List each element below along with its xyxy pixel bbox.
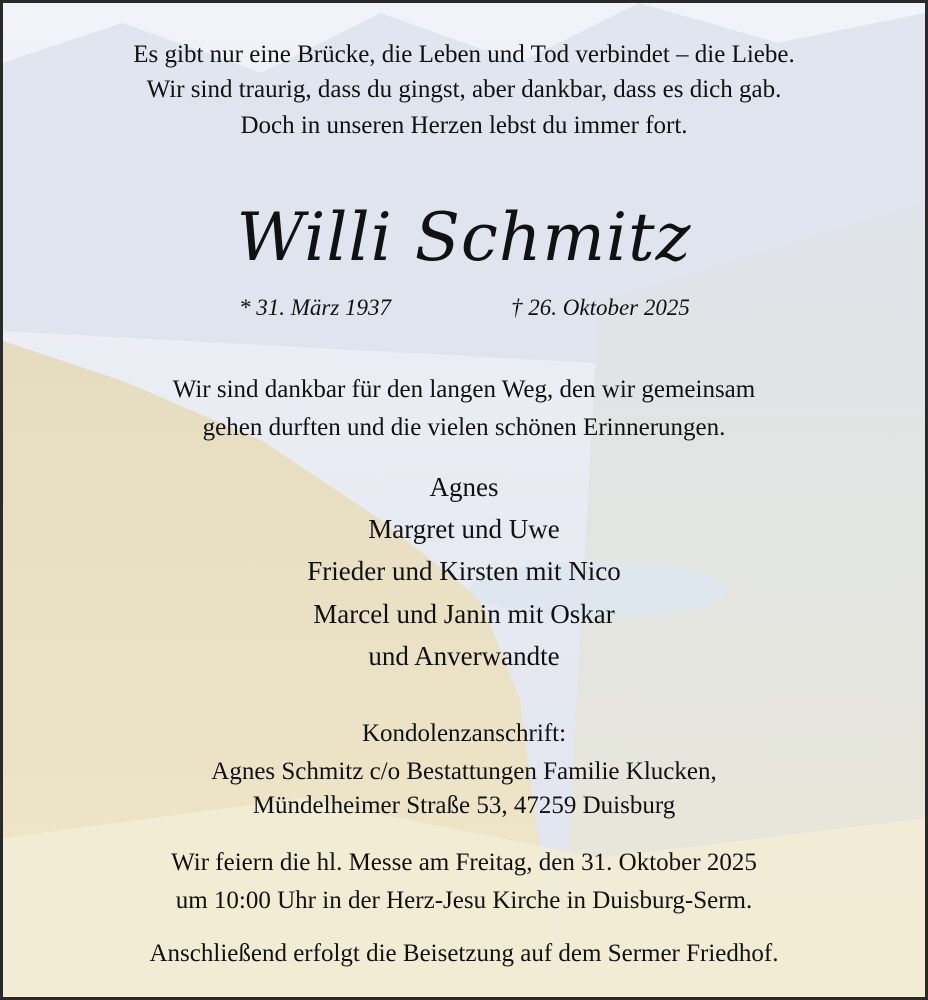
service-line-2: um 10:00 Uhr in der Herz-Jesu Kirche in Duisburg-Serm. [175, 887, 753, 914]
quote-line-3: Doch in unseren Herzen lebst du immer fort. [240, 112, 688, 139]
mourner-5: und Anverwandte [368, 641, 560, 671]
mourner-1: Agnes [429, 472, 499, 502]
birth-date: * 31. März 1937 [239, 295, 392, 320]
condolence-label: Kondolenzanschrift: [361, 720, 567, 747]
service-line-1: Wir feiern die hl. Messe am Freitag, den 31. Oktober 2025 [171, 849, 757, 876]
death-date: † 26. Oktober 2025 [511, 295, 690, 320]
condolence-address-line-2: Mündelheimer Straße 53, 47259 Duisburg [252, 792, 676, 819]
notice-content [3, 3, 925, 997]
deceased-name: Willi Schmitz [236, 199, 692, 276]
quote-line-1: Es gibt nur eine Brücke, die Leben und Tod verbindet – die Liebe. [133, 41, 795, 68]
gratitude-line-1: Wir sind dankbar für den langen Weg, den wir gemeinsam [172, 376, 756, 403]
mourner-3: Frieder und Kirsten mit Nico [307, 556, 621, 586]
quote-line-2: Wir sind traurig, dass du gingst, aber dankbar, dass es dich gab. [146, 76, 782, 103]
gratitude-line-2: gehen durften und die vielen schönen Erinnerungen. [202, 414, 726, 441]
mourner-4: Marcel und Janin mit Oskar [313, 599, 615, 629]
condolence-address-line-1: Agnes Schmitz c/o Bestattungen Familie Klucken, [211, 758, 717, 785]
burial-note: Anschließend erfolgt die Beisetzung auf dem Sermer Friedhof. [149, 940, 779, 967]
mourner-2: Margret und Uwe [368, 514, 560, 544]
